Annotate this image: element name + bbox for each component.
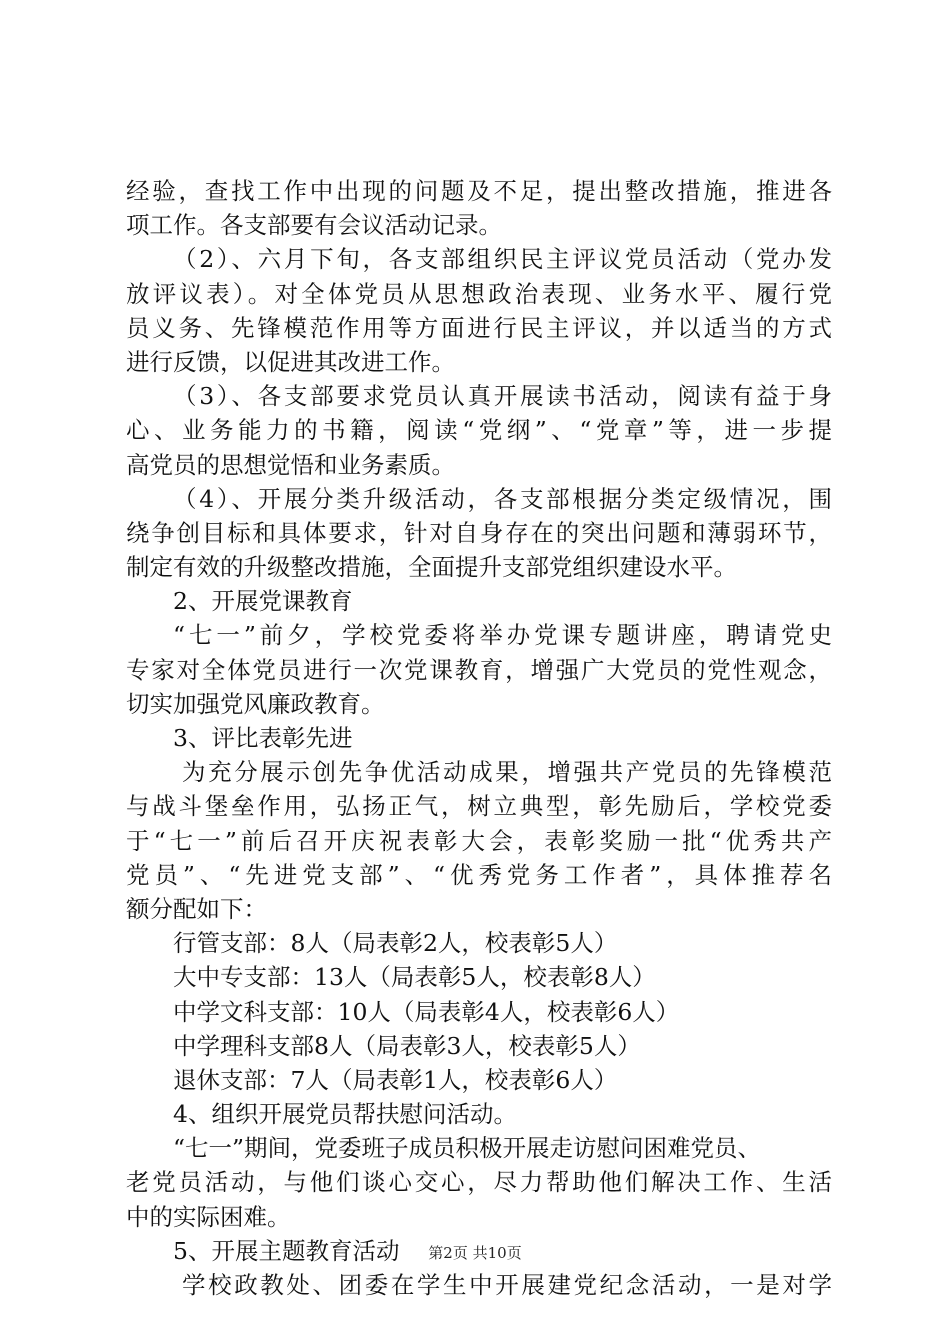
section-heading: 5、开展主题教育活动 xyxy=(173,1236,400,1265)
text-line: 放评议表）。对全体党员从思想政治表现、业务水平、履行党 xyxy=(126,279,832,308)
section-heading: 3、评比表彰先进 xyxy=(173,724,353,752)
text-line: 经验，查找工作中出现的问题及不足，提出整改措施，推进各 xyxy=(126,177,832,205)
quota-line: 退休支部：7人（局表彰1人，校表彰6人） xyxy=(173,1065,618,1094)
body-text xyxy=(126,174,832,1302)
text-line: 项工作。各支部要有会议活动记录。 xyxy=(126,211,502,240)
quota-line: 中学文科支部：10人（局表彰4人，校表彰6人） xyxy=(173,997,680,1026)
text-line: 高党员的思想觉悟和业务素质。 xyxy=(126,450,455,479)
text-line: 专家对全体党员进行一次党课教育，增强广大党员的党性观念， xyxy=(126,655,832,684)
text-line: 与战斗堡垒作用，弘扬正气，树立典型，彰先励后，学校党委 xyxy=(126,792,832,821)
text-line: “七一”前夕，学校党委将举办党课专题讲座，聘请党史 xyxy=(173,621,832,650)
page-number: 第2页 共10页 xyxy=(428,1244,522,1262)
text-line: 额分配如下： xyxy=(126,894,267,923)
text-line: 绕争创目标和具体要求，针对自身存在的突出问题和薄弱环节， xyxy=(126,518,832,547)
text-line: 为充分展示创先争优活动成果，增强共产党员的先锋模范 xyxy=(182,758,832,787)
text-line: 党员”、“先进党支部”、“优秀党务工作者”，具体推荐名 xyxy=(126,860,832,889)
text-line: 老党员活动，与他们谈心交心，尽力帮助他们解决工作、生活 xyxy=(126,1168,832,1197)
quota-line: 中学理科支部8人（局表彰3人，校表彰5人） xyxy=(173,1031,641,1060)
text-line: 切实加强党风廉政教育。 xyxy=(126,689,385,718)
section-heading: 4、组织开展党员帮扶慰问活动。 xyxy=(173,1100,517,1129)
text-line: （4）、开展分类升级活动，各支部根据分类定级情况，围 xyxy=(173,484,832,513)
text-line: 中的实际困难。 xyxy=(126,1202,291,1231)
quota-line: 行管支部：8人（局表彰2人，校表彰5人） xyxy=(173,929,618,958)
text-line: 制定有效的升级整改措施，全面提升支部党组织建设水平。 xyxy=(126,553,737,582)
text-line: 于“七一”前后召开庆祝表彰大会，表彰奖励一批“优秀共产 xyxy=(126,826,832,855)
text-line: 员义务、先锋模范作用等方面进行民主评议，并以适当的方式 xyxy=(126,313,832,342)
quota-line: 大中专支部：13人（局表彰5人，校表彰8人） xyxy=(173,963,656,992)
text-line: 学校政教处、团委在学生中开展建党纪念活动，一是对学 xyxy=(182,1271,832,1299)
text-line: “七一”期间，党委班子成员积极开展走访慰问困难党员、 xyxy=(173,1134,762,1163)
section-heading: 2、开展党课教育 xyxy=(173,587,353,616)
page-footer xyxy=(0,1242,950,1263)
text-line: （2）、六月下旬，各支部组织民主评议党员活动（党办发 xyxy=(173,245,832,274)
text-line: 进行反馈，以促进其改进工作。 xyxy=(126,347,455,376)
text-line: 心、业务能力的书籍，阅读“党纲”、“党章”等，进一步提 xyxy=(126,416,832,445)
text-line: （3）、各支部要求党员认真开展读书活动，阅读有益于身 xyxy=(173,382,832,411)
